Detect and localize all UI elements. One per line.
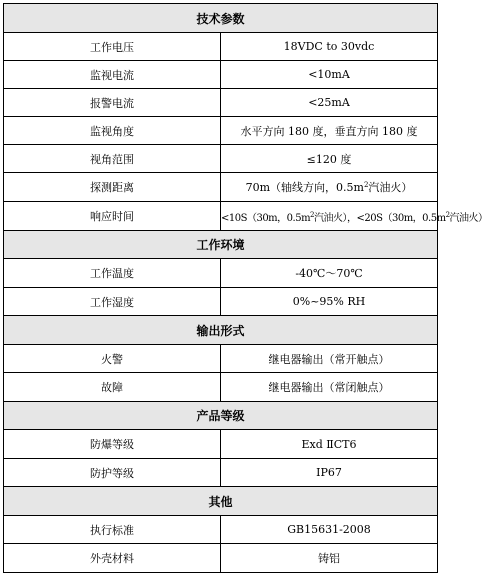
row-value-response-time: [221, 202, 488, 231]
spec-table: [3, 3, 488, 573]
row-label-standard: 执行标准: [4, 516, 221, 544]
table-row-response-time: [4, 202, 438, 231]
section-title-grade: 产品等级: [4, 402, 438, 430]
row-value-view-angle: 水平方向 180 度，垂直方向 180 度: [221, 117, 438, 145]
response-time-text-3: 汽油火）: [449, 212, 488, 224]
table-row-shell: [4, 544, 438, 573]
row-value-standard: GB15631-2008: [221, 516, 438, 544]
table-row-view-angle: [4, 117, 438, 145]
table-row-fire: [4, 345, 438, 373]
row-value-temperature: -40℃～70℃: [221, 259, 438, 288]
section-row-output: [4, 316, 438, 345]
table-row-fault: [4, 373, 438, 402]
row-label-alarm-current: 报警电流: [4, 89, 221, 117]
section-title-other: 其他: [4, 487, 438, 516]
table-row-alarm-current: [4, 89, 438, 117]
table-row-view-range: [4, 145, 438, 173]
row-label-temperature: 工作温度: [4, 259, 221, 288]
row-label-view-angle: 监视角度: [4, 117, 221, 145]
row-value-voltage: 18VDC to 30vdc: [221, 33, 438, 61]
row-label-explosion: 防爆等级: [4, 430, 221, 459]
section-row-tech: [4, 4, 438, 33]
section-title-tech: 技术参数: [4, 4, 438, 33]
section-row-other: [4, 487, 438, 516]
table-row-humidity: [4, 288, 438, 316]
row-value-shell: 铸铝: [221, 544, 438, 573]
row-value-detect-distance: [221, 173, 438, 202]
detect-distance-text-b: 汽油火）: [368, 181, 413, 194]
table-row-detect-distance: [4, 173, 438, 202]
table-row-standard: [4, 516, 438, 544]
row-label-fire: 火警: [4, 345, 221, 373]
row-label-response-time: 响应时间: [4, 202, 221, 231]
response-time-superscript-2: 2: [445, 210, 450, 219]
table-row-monitor-current: [4, 61, 438, 89]
section-row-env: [4, 231, 438, 259]
detect-distance-superscript: 2: [363, 181, 369, 189]
section-title-env: 工作环境: [4, 231, 438, 259]
row-label-shell: 外壳材料: [4, 544, 221, 573]
response-time-superscript-1: 2: [310, 210, 315, 219]
row-label-fault: 故障: [4, 373, 221, 402]
row-value-fire: 继电器输出（常开触点）: [221, 345, 438, 373]
table-row-explosion: [4, 430, 438, 459]
row-value-fault: 继电器输出（常闭触点）: [221, 373, 438, 402]
table-row-protection: [4, 459, 438, 487]
row-label-detect-distance: 探测距离: [4, 173, 221, 202]
row-label-protection: 防护等级: [4, 459, 221, 487]
response-time-text-1: <10S（30m，0.5m: [221, 212, 311, 224]
row-label-voltage: 工作电压: [4, 33, 221, 61]
row-value-monitor-current: <10mA: [221, 61, 438, 89]
row-value-humidity: 0%~95% RH: [221, 288, 438, 316]
table-row-temperature: [4, 259, 438, 288]
section-title-output: 输出形式: [4, 316, 438, 345]
response-time-text-2: 汽油火），<20S（30m，0.5m: [314, 212, 446, 224]
row-value-view-range: ≤120 度: [221, 145, 438, 173]
row-value-protection: IP67: [221, 459, 438, 487]
row-value-alarm-current: <25mA: [221, 89, 438, 117]
row-label-humidity: 工作湿度: [4, 288, 221, 316]
row-label-view-range: 视角范围: [4, 145, 221, 173]
row-value-explosion: Exd ⅡCT6: [221, 430, 438, 459]
detect-distance-text-a: 70m（轴线方向，0.5m: [245, 181, 364, 194]
section-row-grade: [4, 402, 438, 430]
row-label-monitor-current: 监视电流: [4, 61, 221, 89]
table-row-voltage: [4, 33, 438, 61]
